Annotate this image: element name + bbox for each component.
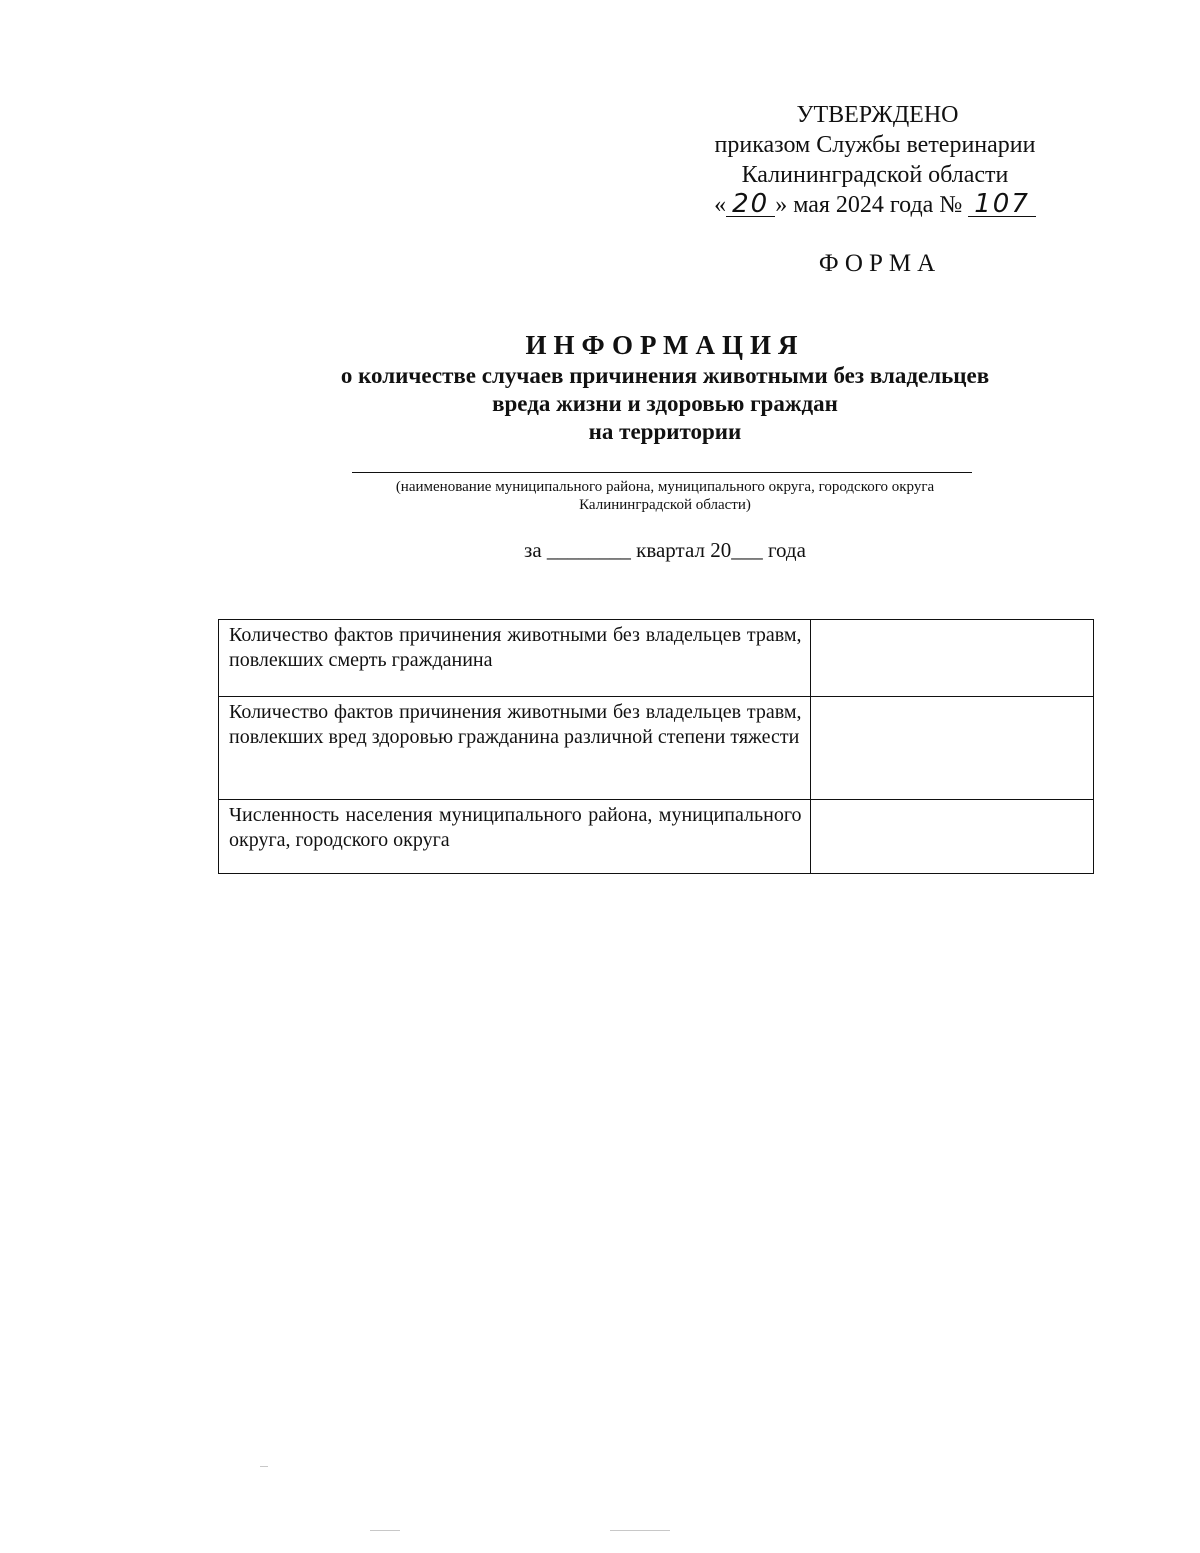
approval-stamp <box>690 100 1060 220</box>
reporting-period: за ________ квартал 20___ года <box>524 538 806 562</box>
handwritten-order-number: 107 <box>968 192 1036 217</box>
caption-line-1: (наименование муниципального района, муниципального округа, городского округа <box>395 479 935 495</box>
row-value-cell[interactable] <box>810 697 1093 800</box>
caption-line-2: Калининградской области) <box>579 497 751 513</box>
row-value-cell[interactable] <box>810 620 1093 697</box>
title-line-2: о количестве случаев причинения животными без владельцев <box>340 363 990 388</box>
table-row <box>219 620 1094 697</box>
row-label: Численность населения муниципального района, муниципального округа, городского округа <box>219 800 811 874</box>
title-main: ИНФОРМАЦИЯ <box>525 330 805 360</box>
date-rest: » мая 2024 года № <box>775 192 963 218</box>
table-row <box>219 697 1094 800</box>
table-row <box>219 800 1094 874</box>
title-line-4: на территории <box>588 419 742 444</box>
row-label: Количество фактов причинения животными без владельцев травм, повлекших вред здоровью гражданина различной степени тяжести <box>219 697 811 800</box>
handwritten-day: 20 <box>726 192 775 217</box>
scan-speck <box>610 1530 670 1531</box>
approval-title: УТВЕРЖДЕНО <box>796 102 959 128</box>
approval-region-line: Калининградской области <box>741 162 1009 188</box>
form-label: ФОРМА <box>818 250 942 277</box>
scan-speck <box>260 1466 268 1467</box>
info-table <box>218 619 1094 874</box>
approval-date-line <box>690 190 1060 220</box>
scan-speck <box>370 1530 400 1531</box>
row-value-cell[interactable] <box>810 800 1093 874</box>
approval-order-line: приказом Службы ветеринарии <box>714 132 1036 158</box>
document-title <box>200 328 1130 446</box>
municipality-name-caption <box>340 478 990 514</box>
row-label: Количество фактов причинения животными без владельцев травм, повлекших смерть гражданина <box>219 620 811 697</box>
municipality-name-line <box>352 472 972 473</box>
date-open-quote: « <box>714 192 727 218</box>
title-line-3: вреда жизни и здоровью граждан <box>492 391 838 416</box>
